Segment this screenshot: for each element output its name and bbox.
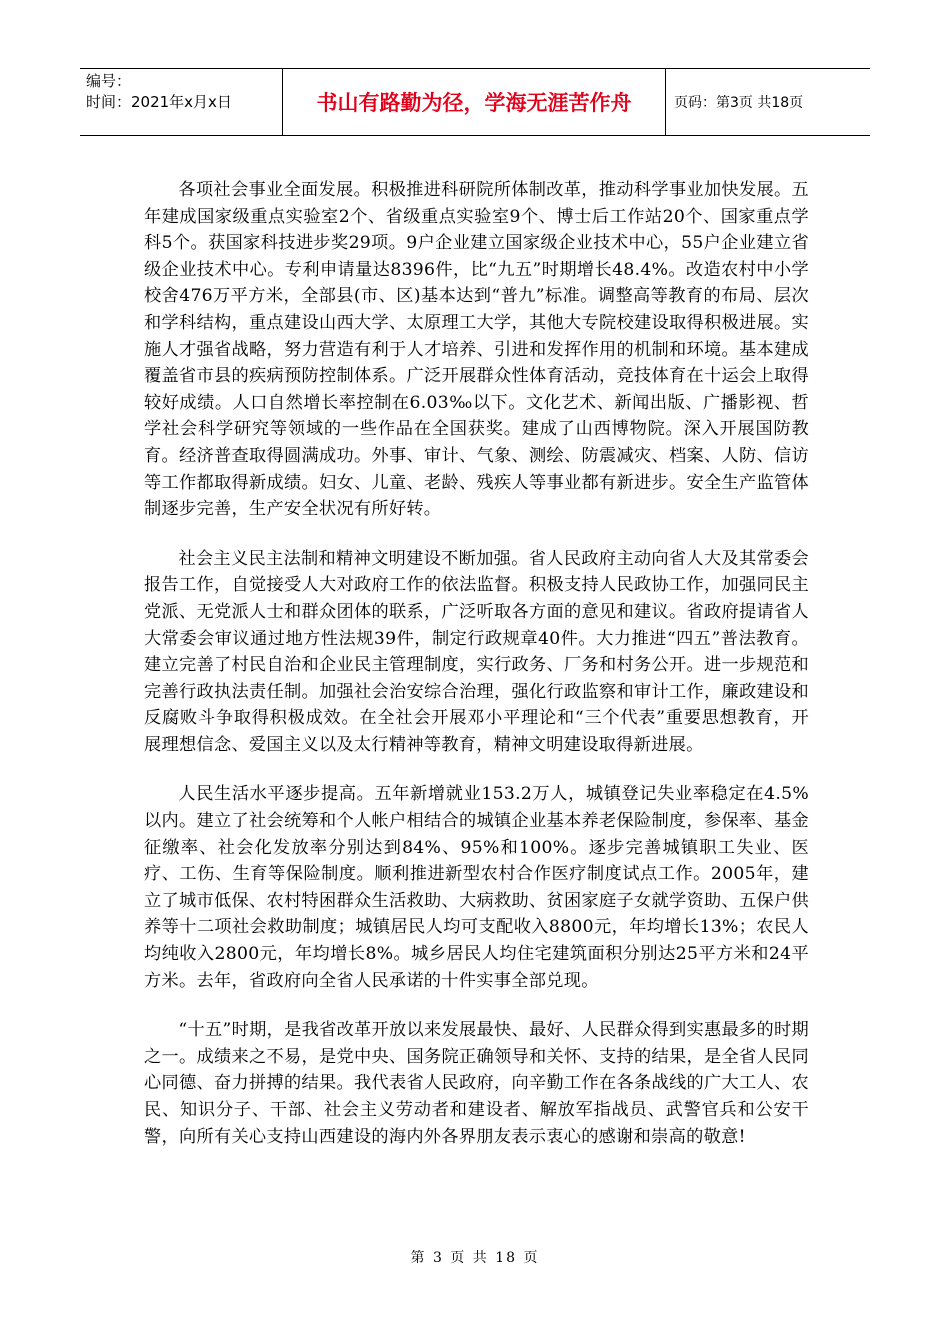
header-motto: 书山有路勤为径，学海无涯苦作舟 <box>283 69 666 135</box>
doc-number-label: 编号： <box>86 72 132 90</box>
header-page-info: 页码：第3页 共18页 <box>674 95 804 111</box>
page-footer: 第 3 页 共 18 页 <box>410 1250 540 1266</box>
date-label: 时间：2021年x月x日 <box>86 93 232 111</box>
document-body <box>144 177 809 1173</box>
paragraph-living-standards: 人民生活水平逐步提高。五年新增就业153.2万人，城镇登记失业率稳定在4.5%以内。建立了社会统筹和个人帐户相结合的城镇企业基本养老保险制度，参保率、基金征缴率、社会化发放率分别达到84%、95%和100%。逐步完善城镇职工失业、医疗、工伤、生育等保险制度。顺利推进新型农村合作医疗制度试点工作。2005年，建立了城市低保、农村特困群众生活救助、大病救助、贫困家庭子女就学资助、五保户供养等十二项社会救助制度；城镇居民人均可支配收入8800元，年均增长13%；农民人均纯收入2800元，年均增长8%。城乡居民人均住宅建筑面积分别达25平方米和24平方米。去年，省政府向全省人民承诺的十件实事全部兑现。 <box>144 784 809 991</box>
paragraph-democracy-legal: 社会主义民主法制和精神文明建设不断加强。省人民政府主动向省人大及其常委会报告工作，自觉接受人大对政府工作的依法监督。积极支持人民政协工作，加强同民主党派、无党派人士和群众团体的联系，广泛听取各方面的意见和建议。省政府提请省人大常委会审议通过地方性法规39件，制定行政规章40件。大力推进“四五”普法教育。建立完善了村民自治和企业民主管理制度，实行政务、厂务和村务公开。进一步规范和完善行政执法责任制。加强社会治安综合治理，强化行政监察和审计工作，廉政建设和反腐败斗争取得积极成效。在全社会开展邓小平理论和“三个代表”重要思想教育，开展理想信念、爱国主义以及太行精神等教育，精神文明建设取得新进展。 <box>144 548 809 755</box>
paragraph-summary: “十五”时期，是我省改革开放以来发展最快、最好、人民群众得到实惠最多的时期之一。成绩来之不易，是党中央、国务院正确领导和关怀、支持的结果，是全省人民同心同德、奋力拼搏的结果。我代表省人民政府，向辛勤工作在各条战线的广大工人、农民、知识分子、干部、社会主义劳动者和建设者、解放军指战员、武警官兵和公安干警，向所有关心支持山西建设的海内外各界朋友表示衷心的感谢和崇高的敬意! <box>144 1020 809 1147</box>
paragraph-social-development: 各项社会事业全面发展。积极推进科研院所体制改革，推动科学事业加快发展。五年建成国家级重点实验室2个、省级重点实验室9个、博士后工作站20个、国家重点学科5个。获国家科技进步奖29项。9户企业建立国家级企业技术中心，55户企业建立省级企业技术中心。专利申请量达8396件，比“九五”时期增长48.4%。改造农村中小学校舍476万平方米，全部县(市、区)基本达到“普九”标准。调整高等教育的布局、层次和学科结构，重点建设山西大学、太原理工大学，其他大专院校建设取得积极进展。实施人才强省战略，努力营造有利于人才培养、引进和发挥作用的机制和环境。基本建成覆盖省市县的疾病预防控制体系。广泛开展群众性体育活动，竞技体育在十运会上取得较好成绩。人口自然增长率控制在6.03‰以下。文化艺术、新闻出版、广播影视、哲学社会科学研究等领域的一些作品在全国获奖。建成了山西博物院。深入开展国防教育。经济普查取得圆满成功。外事、审计、气象、测绘、防震减灾、档案、人防、信访等工作都取得新成绩。妇女、儿童、老龄、残疾人等事业都有新进步。安全生产监管体制逐步完善，生产安全状况有所好转。 <box>144 180 809 520</box>
header-meta <box>80 69 283 135</box>
page-header <box>80 68 870 136</box>
